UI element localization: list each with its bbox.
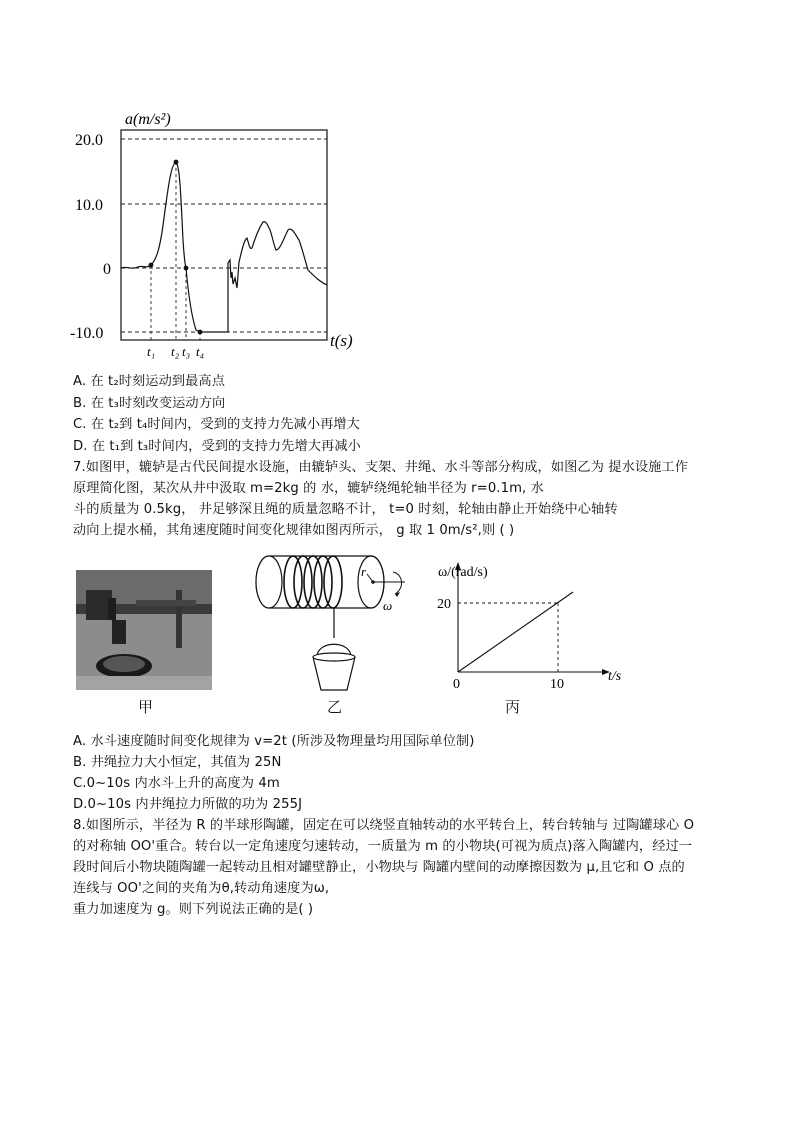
caption-yi: 乙 <box>327 698 343 716</box>
q6-option-c: C. 在 t₂到 t₄时间内，受到的支持力先减小再增大 <box>73 417 360 432</box>
caption-jia: 甲 <box>138 698 154 716</box>
bucket-rim <box>313 653 355 661</box>
drum-left-end <box>256 556 282 608</box>
caption-bing: 丙 <box>505 698 521 716</box>
omega-time-graph <box>428 562 628 692</box>
y-axis-label: ω/(rad/s) <box>438 565 488 580</box>
q7-stem-line-4: 动向上提水桶，其角速度随时间变化规律如图丙所示， g 取 1 0m/s²,则 ( ) <box>73 523 515 538</box>
t3-label: t₃ <box>182 344 191 359</box>
q8-stem-line-5: 重力加速度为 g。则下列说法正确的是( ) <box>73 902 314 917</box>
y-tick-neg10: -10.0 <box>70 325 104 342</box>
t1-label: t₁ <box>147 344 156 359</box>
y-tick-10: 10.0 <box>75 197 103 214</box>
q7-stem-line-2: 原理简化图，某次从井中汲取 m=2kg 的 水，辘轳绕绳轮轴半径为 r=0.1m, 水 <box>73 481 544 496</box>
q6-option-b: B. 在 t₃时刻改变运动方向 <box>73 396 226 411</box>
acceleration-curve <box>121 162 327 332</box>
q8-stem-line-3: 段时间后小物块随陶罐一起转动且相对罐壁静止，小物块与 陶罐内壁间的动摩擦因数为 μ,且它和 O 点的 <box>73 860 685 875</box>
y-tick-20: 20.0 <box>75 132 103 149</box>
t2-label: t₂ <box>171 344 180 359</box>
omega-label: ω <box>383 598 393 613</box>
q8-stem-line-4: 连线与 OO'之间的夹角为θ,转动角速度为ω, <box>73 881 330 896</box>
q7-stem-line-3: 斗的质量为 0.5kg， 井足够深且绳的质量忽略不计， t=0 时刻，轮轴由静止开始绕中心轴转 <box>73 502 618 517</box>
y-tick-0: 0 <box>103 261 111 278</box>
point-t2 <box>174 160 179 165</box>
radius-label: r <box>361 564 367 579</box>
q8-stem-line-1: 8.如图所示，半径为 R 的半球形陶罐，固定在可以绕竖直轴转动的水平转台上，转台转轴与 过陶罐球心 O <box>73 818 695 833</box>
q6-option-d: D. 在 t₁到 t₃时间内，受到的支持力先增大再减小 <box>73 439 361 454</box>
acceleration-time-graph <box>70 100 370 365</box>
well-photo <box>76 570 212 690</box>
rotation-arrow <box>393 572 402 594</box>
x-value-label: 10 <box>550 677 564 692</box>
y-axis-label: a(m/s²) <box>125 111 171 128</box>
bucket-body <box>313 657 355 690</box>
origin-label: 0 <box>453 677 460 692</box>
windlass-diagram <box>255 552 415 697</box>
q7-option-c: C.0~10s 内水斗上升的高度为 4m <box>73 776 280 791</box>
q7-option-a: A. 水斗速度随时间变化规律为 v=2t (所涉及物理量均用国际单位制) <box>73 734 475 749</box>
q6-option-a: A. 在 t₂时刻运动到最高点 <box>73 374 226 389</box>
x-axis-label: t(s) <box>330 331 353 350</box>
omega-line <box>458 592 573 672</box>
y-value-label: 20 <box>437 597 451 612</box>
point-t4 <box>198 330 203 335</box>
point-t3 <box>184 266 189 271</box>
t4-label: t₄ <box>196 344 205 359</box>
q7-option-d: D.0~10s 内井绳拉力所做的功为 255J <box>73 797 303 812</box>
x-axis-label: t/s <box>608 669 622 684</box>
q8-stem-line-2: 的对称轴 OO'重合。转台以一定角速度匀速转动，一质量为 m 的小物块(可视为质点)落入陶罐内，经过一 <box>73 839 693 854</box>
q7-option-b: B. 井绳拉力大小恒定，其值为 25N <box>73 755 282 770</box>
q7-stem-line-1: 7.如图甲，辘轳是古代民间提水设施，由辘轳头、支架、井绳、水斗等部分构成，如图乙为 提水设施工作 <box>73 460 689 475</box>
point-t1 <box>149 263 154 268</box>
